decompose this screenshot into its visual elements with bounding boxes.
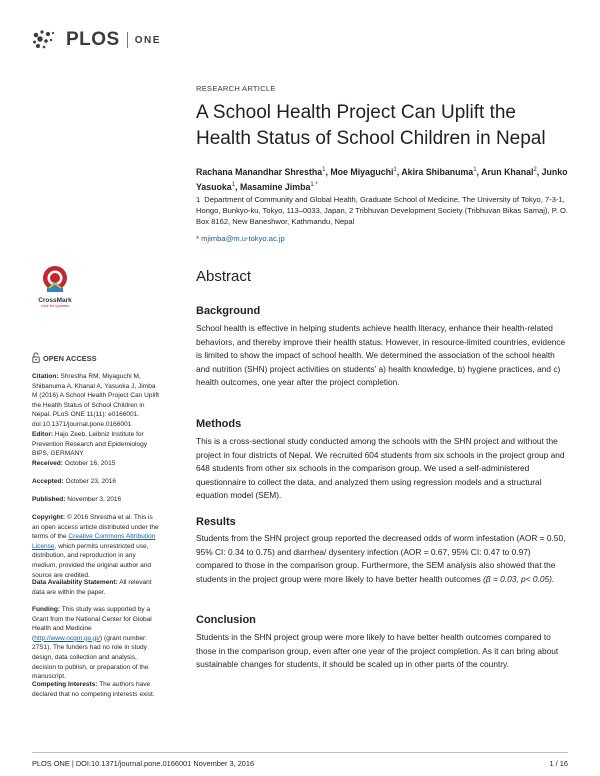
published-block [32, 495, 160, 505]
competing-interests-block [32, 680, 160, 699]
footer-citation: PLOS ONE | DOI:10.1371/journal.pone.0166001 November 3, 2016 [32, 759, 255, 768]
plos-logo-icon [32, 29, 62, 51]
copyright-block [32, 513, 160, 580]
copyright-text: © 2016 Shrestha et al. This is an open access article distributed under the terms of the [32, 514, 159, 541]
results-stats: (β = 0.03, p< 0.05). [483, 573, 555, 584]
received-block [32, 459, 160, 469]
results-heading: Results [196, 516, 236, 528]
crossmark-label: CrossMark [38, 297, 72, 304]
author[interactable]: Moe Miyaguchi$^1$, [330, 166, 402, 177]
citation-text: Shrestha RM, Miyaguchi M, Shibanuma A, Khanal A, Yasuoka J, Jimba M (2016) A School Health Project Can Uplift the Health Status of School Children in Nepal. PLoS ONE 11(11): e0166001. doi:10.1371/journal.pone.0166001 [32, 373, 159, 428]
abstract-heading: Abstract [196, 268, 252, 285]
logo-plos-text: PLOS [66, 29, 120, 50]
corresponding-author [196, 234, 285, 243]
article-title: A School Health Project Can Uplift the Health Status of School Children in Nepal [196, 102, 546, 149]
crossmark-subtext: click for updates [41, 304, 69, 308]
author[interactable]: Masamine Jimba$^{1 *}$ [239, 181, 318, 192]
crossmark-icon [38, 264, 72, 294]
competing-interests-label: Competing Interests: [32, 681, 98, 688]
author[interactable]: Rachana Manandhar Shrestha$^1$, [196, 166, 331, 177]
copyright-label: Copyright: [32, 514, 66, 521]
conclusion-heading: Conclusion [196, 614, 256, 626]
email-link[interactable]: mjimba@m.u-tokyo.ac.jp [201, 234, 285, 243]
accepted-date: October 23, 2016 [65, 478, 117, 485]
copyright-text-end: , which permits unrestricted use, distribution, and reproduction in any medium, provided the original author and source are credited. [32, 542, 152, 579]
affiliations [196, 194, 578, 227]
data-availability-text: All relevant data are within the paper. [32, 579, 152, 596]
article-type: RESEARCH ARTICLE [196, 84, 276, 93]
methods-heading: Methods [196, 418, 242, 430]
methods-text: This is a cross-sectional study conducted among the schools with the SHN project and without the project in four districts of Nepal. We recruited 604 students from six schools in the project group and 648 students from other six schools in the comparison group. We used a self-administered questionnaire to collect the data, and analyzed them using regression models and a structural equation model (SEM). [196, 436, 565, 501]
funding-text: This study was supported by a Grant from the National Center for Global Health and Medicine ( [32, 606, 152, 642]
author[interactable]: Akira Shibanuma$^1$, [401, 166, 482, 177]
published-date: November 3, 2016 [67, 496, 122, 503]
plos-one-logo [32, 28, 161, 52]
conclusion-text: Students in the SHN project group were more likely to have better health outcomes compared to those in the comparison group, even after one year of the project completion. As it can bring about sustainable changes for students, it should be scaled up in other parts of the country. [196, 632, 559, 670]
accepted-label: Accepted: [32, 478, 64, 485]
background-text: School health is effective in helping students achieve health literacy, enhance their health-related behaviors, and thereby improve their health status. However, in resource-limited countries, evidence is limited to show the impact of school health. We determined the association of the school health and nutrition (SHN) project activities on students' a) health knowledge, b) hygiene practices, and c) health outcomes, one year after the project completion. [196, 323, 566, 388]
competing-interests-text: The authors have declared that no competing interests exist. [32, 681, 155, 698]
data-availability-block [32, 578, 160, 597]
funding-label: Funding: [32, 606, 60, 613]
author[interactable]: Arun Khanal$^2$, [481, 166, 542, 177]
corresponding-star: * [196, 234, 199, 243]
citation-block [32, 372, 160, 430]
open-access-badge [32, 352, 97, 365]
funding-text-end: ) (grant number: 27S1). The funders had no role in study design, data collection and analysis, decision to publish, or preparation of the manuscript. [32, 634, 149, 681]
affiliation-number: 1 [196, 195, 201, 204]
affiliation-text: Department of Community and Global Health, Graduate School of Medicine, The University of Tokyo, 7-3-1, Hongo, Bunkyo-ku, Tokyo, 113–0033, Japan, 2 Tribhuvan Development Society (Tribhuvan Bikas Samaj), P. O. Box 8162, New Baneshwor, Kathmandu, Nepal [196, 195, 569, 226]
received-date: October 16, 2015 [64, 460, 116, 467]
funding-link[interactable]: http://www.ncgm.go.jp/ [34, 634, 101, 642]
open-access-label: OPEN ACCESS [43, 354, 97, 363]
published-label: Published: [32, 496, 66, 503]
editor-label: Editor: [32, 431, 54, 438]
editor-block [32, 430, 160, 459]
author-list [196, 164, 576, 194]
funding-block [32, 605, 160, 682]
editor-text: Hajo Zeeb, Leibniz Institute for Prevention Research and Epidemiology BIPS, GERMANY [32, 431, 148, 458]
logo-journal-text: ONE [134, 34, 161, 46]
license-link[interactable]: Creative Commons Attribution License [32, 533, 156, 550]
citation-label: Citation: [32, 373, 59, 380]
results-text: Students from the SHN project group reported the decreased odds of worm infestation (AOR = 0.50, 95% CI: 0.34 to 0.75) and diarrhea/ dysentery infection (AOR = 0.67, 95% CI: 0.47 to 0.97) compared to those in the comparison group. Furthermore, the SEM analysis also showed that the students in the project group were more likely to have better health outcomes [196, 533, 566, 584]
page-number: 1 / 16 [549, 759, 568, 768]
footer-divider [32, 752, 568, 753]
open-lock-icon [32, 352, 40, 365]
background-heading: Background [196, 305, 261, 317]
logo-divider [127, 32, 128, 48]
results-paragraph [196, 532, 570, 586]
crossmark-badge[interactable] [34, 264, 76, 308]
received-label: Received: [32, 460, 63, 467]
author[interactable]: Junko Yasuoka$^1$, [196, 166, 568, 192]
data-availability-label: Data Availability Statement: [32, 579, 118, 586]
accepted-block [32, 477, 160, 487]
